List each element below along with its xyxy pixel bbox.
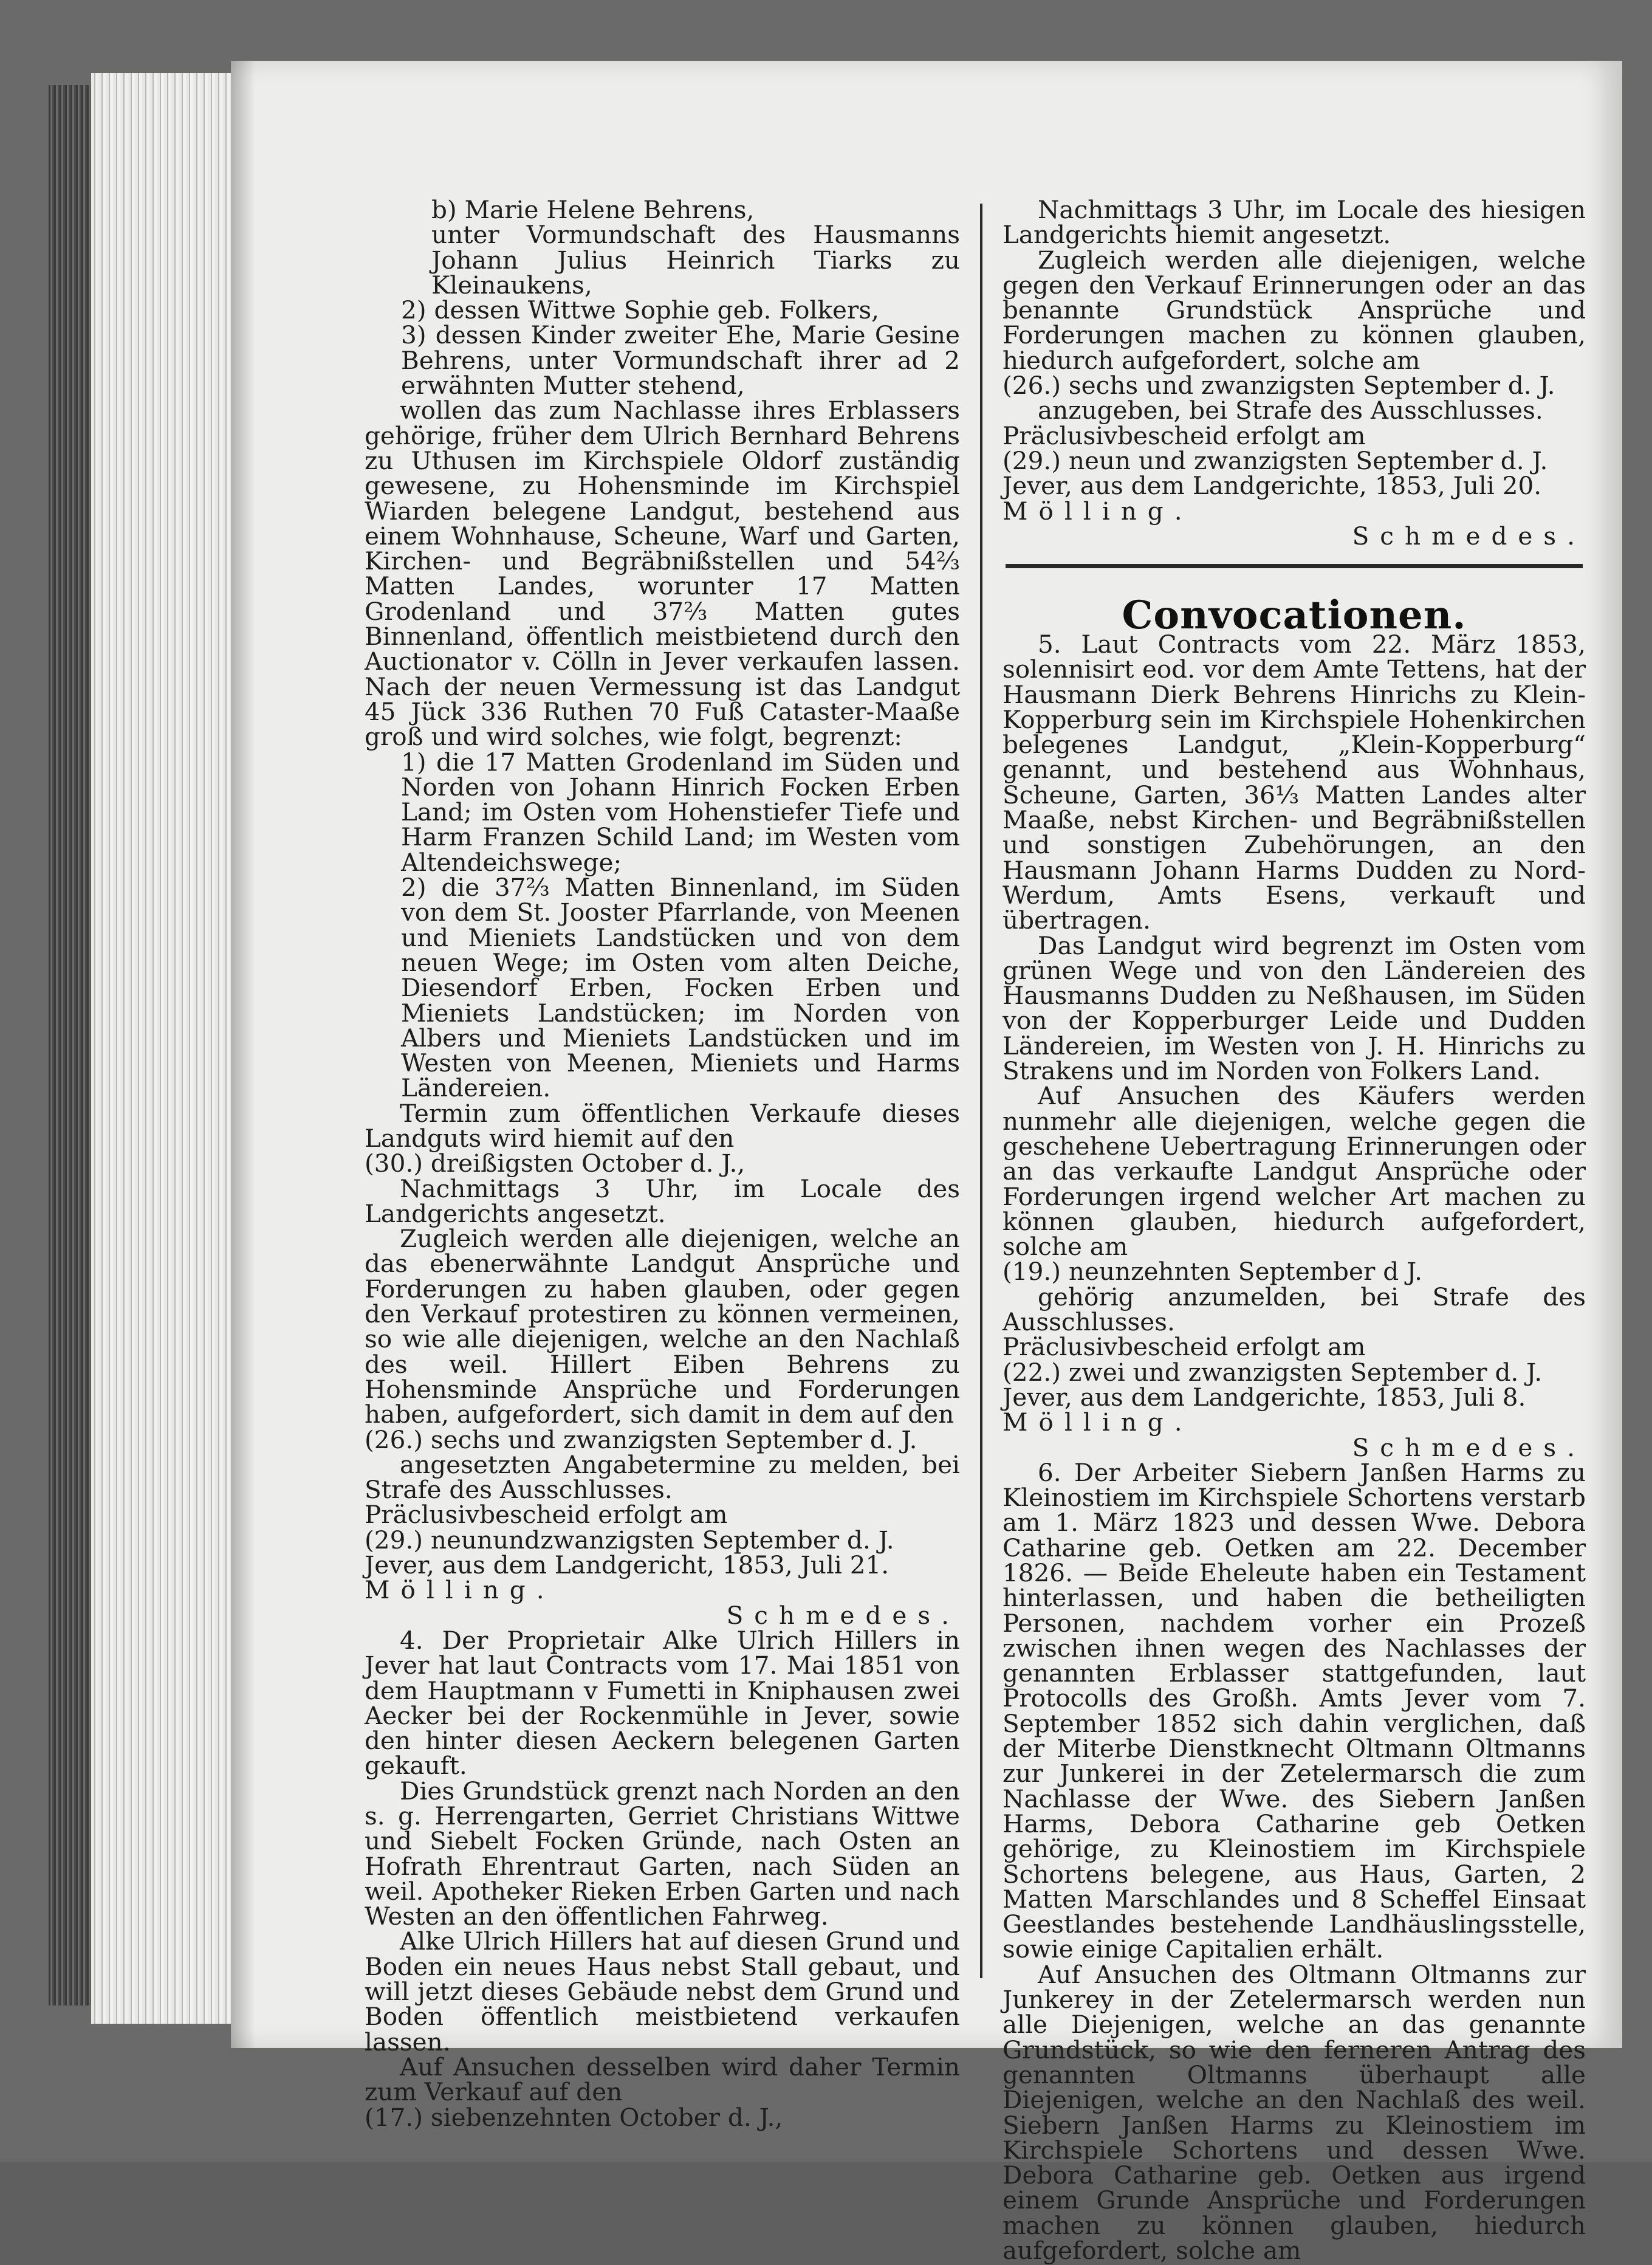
paragraph: Zugleich werden alle diejenigen, welche an das ebenerwähnte Landgut Ansprüche und Forderungen zu haben glauben, oder gegen den Verkauf protestiren zu können vermeinen, so wie alle diejenigen, welche an den Nachlaß des weil. Hillert Eiben Behrens zu Hohensminde Ansprüche und Forderungen haben, aufgefordert, sich damit in dem auf den <box>365 1224 960 1429</box>
paragraph: (29.) neunundzwanzigsten September d. J. <box>365 1525 894 1555</box>
paragraph: 2) die 37⅔ Matten Binnenland, im Süden von dem St. Jooster Pfarrlande, von Meenen und Mieniets Landstücken und von dem neuen Wege; im Osten vom alten Deiche, Diesendorf Erben, Focken Erben und Mieniets Landstücken; im Norden von Albers und Mieniets Landstücken und im Westen von Meenen, Mieniets und Harms Ländereien. <box>401 873 960 1103</box>
paragraph: (26.) sechs und zwanzigsten September d. J. <box>1003 371 1555 400</box>
paragraph: 4. Der Proprietair Alke Ulrich Hillers in Jever hat laut Contracts vom 17. Mai 1851 von dem Hauptmann v Fumetti in Kniphausen zwei Aecker bei der Rockenmühle in Jever, sowie den hinter diesen Aeckern belegenen Garten gekauft. <box>365 1625 960 1781</box>
page-stack-edges <box>91 73 249 2024</box>
paragraph: Auf Ansuchen des Käufers werden nunmehr alle diejenigen, welche gegen die geschehene Uebertragung Erinnerungen oder an das verkaufte Landgut Ansprüche oder Forderungen irgend welcher Art machen zu können glauben, hiedurch aufgefordert, solche am <box>1003 1081 1586 1262</box>
paragraph: Nachmittags 3 Uhr, im Locale des Landgerichts angesetzt. <box>365 1174 960 1228</box>
paragraph: Jever, aus dem Landgerichte, 1853, Juli 20. <box>1003 471 1542 501</box>
paragraph: gehörig anzumelden, bei Strafe des Ausschlusses. <box>1003 1282 1586 1337</box>
signature-line: Schmedes. <box>726 1600 960 1630</box>
paragraph: wollen das zum Nachlasse ihres Erblassers gehörige, früher dem Ulrich Bernhard Behrens zu Uthusen im Kirchspiele Oldorf zuständig gewesene, zu Hohensminde im Kirchspiel Wiarden belegene Landgut, bestehend aus einem Wohnhause, Scheune, Warf und Garten, Kirchen- und Begräbnißstellen und 54⅔ Matten Landes, worunter 17 Matten Grodenland und 37⅔ Matten gutes Binnenland, öffentlich meistbietend durch den Auctionator v. Cölln in Jever verkaufen lassen. Nach der neuen Vermessung ist das Landgut 45 Jück 336 Ruthen 70 Fuß Cataster-Maaße groß und wird solches, wie folgt, begrenzt: <box>365 396 960 752</box>
section-divider <box>1006 564 1583 568</box>
paragraph: (17.) siebenzehnten October d. J., <box>365 2102 783 2132</box>
paragraph: (19.) neunzehnten September d J. <box>1003 1257 1422 1287</box>
paragraph: Präclusivbescheid erfolgt am <box>1003 421 1366 450</box>
paragraph: (26.) sechs und zwanzigsten September d. J. <box>365 1425 917 1454</box>
right-column-bottom <box>1003 632 1586 2263</box>
paragraph: Präclusivbescheid erfolgt am <box>1003 1332 1366 1362</box>
paragraph: Jever, aus dem Landgericht, 1853, Juli 21. <box>365 1550 889 1580</box>
paragraph: b) Marie Helene Behrens, <box>431 195 755 224</box>
paragraph: Jever, aus dem Landgerichte, 1853, Juli 8. <box>1003 1382 1526 1412</box>
left-column <box>365 195 960 2132</box>
paragraph: 6. Der Arbeiter Siebern Janßen Harms zu Kleinostiem im Kirchspiele Schortens verstarb am 1. März 1823 und dessen Wwe. Debora Catharine geb. Oetken am 22. December 1826. — Beide Eheleute haben ein Testament hinterlassen, und haben die betheiligten Personen, nachdem vorher ein Prozeß zwischen ihnen wegen des Nachlasses der genannten Erblasser stattgefunden, laut Protocolls des Großh. Amts Jever vom 7. September 1852 sich dahin verglichen, daß der Miterbe Dienstknecht Oltmann Oltmanns zur Junkerei in der Zetelermarsch die zum Nachlasse der Wwe. des Siebern Janßen Harms, Debora Catharine geb Oetken gehörige, zu Kleinostiem im Kirchspiele Schortens belegene, aus Haus, Garten, 2 Matten Marschlandes und 8 Scheffel Einsaat Geestlandes bestehende Landhäuslingsstelle, sowie einige Capitalien erhält. <box>1003 1457 1586 1964</box>
signature-line: Schmedes. <box>1352 1432 1586 1462</box>
paragraph: Das Landgut wird begrenzt im Osten vom grünen Wege und von den Ländereien des Hausmanns Dudden zu Neßhausen, im Süden von der Kopperburger Leide und Dudden Ländereien, im Westen von J. H. Hinrichs zu Strakens und im Norden von Folkers Land. <box>1003 930 1586 1086</box>
section-heading: Convocationen. <box>1122 593 1467 638</box>
paragraph: Auf Ansuchen desselben wird daher Termin zum Verkauf auf den <box>365 2052 960 2107</box>
paragraph: (22.) zwei und zwanzigsten September d. J. <box>1003 1357 1543 1387</box>
paragraph: Termin zum öffentlichen Verkaufe dieses Landguts wird hiemit auf den <box>365 1098 960 1153</box>
right-column-top <box>1003 195 1586 551</box>
paragraph: Alke Ulrich Hillers hat auf diesen Grund und Boden ein neues Haus nebst Stall gebaut, und will jetzt dieses Gebäude nebst dem Grund und Boden öffentlich meistbietend verkaufen lassen. <box>365 1926 960 2057</box>
signature-line: Schmedes. <box>1352 521 1586 551</box>
paragraph: unter Vormundschaft des Hausmanns Johann Julius Heinrich Tiarks zu Kleinaukens, <box>431 220 960 300</box>
paragraph: (30.) dreißigsten October d. J., <box>365 1149 745 1178</box>
signature-line: Mölling. <box>1003 1407 1193 1437</box>
paragraph: Auf Ansuchen des Oltmann Oltmanns zur Junkerey in der Zetelermarsch werden nun alle Diejenigen, welche an das genannte Grundstück, so wie den ferneren Antrag des genannten Oltmanns überhaupt alle Diejenigen, welche an den Nachlaß des weil. Siebern Janßen Harms zu Kleinostiem im Kirchspiele Schortens und dessen Wwe. Debora Catharine geb. Oetken aus irgend einem Grunde Ansprüche und Forderungen machen zu können glauben, hiedurch aufgefordert, solche am <box>1003 1959 1586 2265</box>
signature-line: Mölling. <box>1003 496 1193 526</box>
column-divider <box>980 204 982 1978</box>
paragraph: Nachmittags 3 Uhr, im Locale des hiesigen Landgerichts hiemit angesetzt. <box>1003 195 1586 250</box>
paragraph: 5. Laut Contracts vom 22. März 1853, solennisirt eod. vor dem Amte Tettens, hat der Hausmann Dierk Behrens Hinrichs zu Klein-Kopperburg sein im Kirchspiele Hohenkirchen belegenes Landgut, „Klein-Kopperburg“ genannt, und bestehend aus Wohnhaus, Scheune, Garten, 36⅓ Matten Landes alter Maaße, nebst Kirchen- und Begräbnißstellen und sonstigen Zubehörungen, an den Hausmann Johann Harms Dudden zu Nord-Werdum, Amts Esens, verkauft und übertragen. <box>1003 630 1586 935</box>
page-gutter-shadow <box>231 61 255 2048</box>
paragraph: (29.) neun und zwanzigsten September d. J. <box>1003 445 1548 475</box>
paragraph: 1) die 17 Matten Grodenland im Süden und Norden von Johann Hinrich Focken Erben Land; im Osten vom Hohenstiefer Tiefe und Harm Franzen Schild Land; im Westen vom Altendeichswege; <box>401 747 960 877</box>
paragraph: 2) dessen Wittwe Sophie geb. Folkers, <box>401 295 880 325</box>
paragraph: 3) dessen Kinder zweiter Ehe, Marie Gesine Behrens, unter Vormundschaft ihrer ad 2 erwähnten Mutter stehend, <box>401 320 960 400</box>
paragraph: angesetzten Angabetermine zu melden, bei Strafe des Ausschlusses. <box>365 1449 960 1505</box>
paragraph: Präclusivbescheid erfolgt am <box>365 1500 728 1530</box>
paragraph: Zugleich werden alle diejenigen, welche gegen den Verkauf Erinnerungen oder an das benannte Grundstück Ansprüche und Forderungen machen zu können glauben, hiedurch aufgefordert, solche am <box>1003 245 1586 375</box>
paragraph: Dies Grundstück grenzt nach Norden an den s. g. Herrengarten, Gerriet Christians Wittwe und Siebelt Focken Gründe, nach Osten an Hofrath Ehrentraut Garten, nach Süden an weil. Apotheker Rieken Erben Garten und nach Westen an den öffentlichen Fahrweg. <box>365 1776 960 1931</box>
paragraph: anzugeben, bei Strafe des Ausschlusses. <box>1038 396 1543 425</box>
signature-line: Mölling. <box>365 1575 555 1605</box>
